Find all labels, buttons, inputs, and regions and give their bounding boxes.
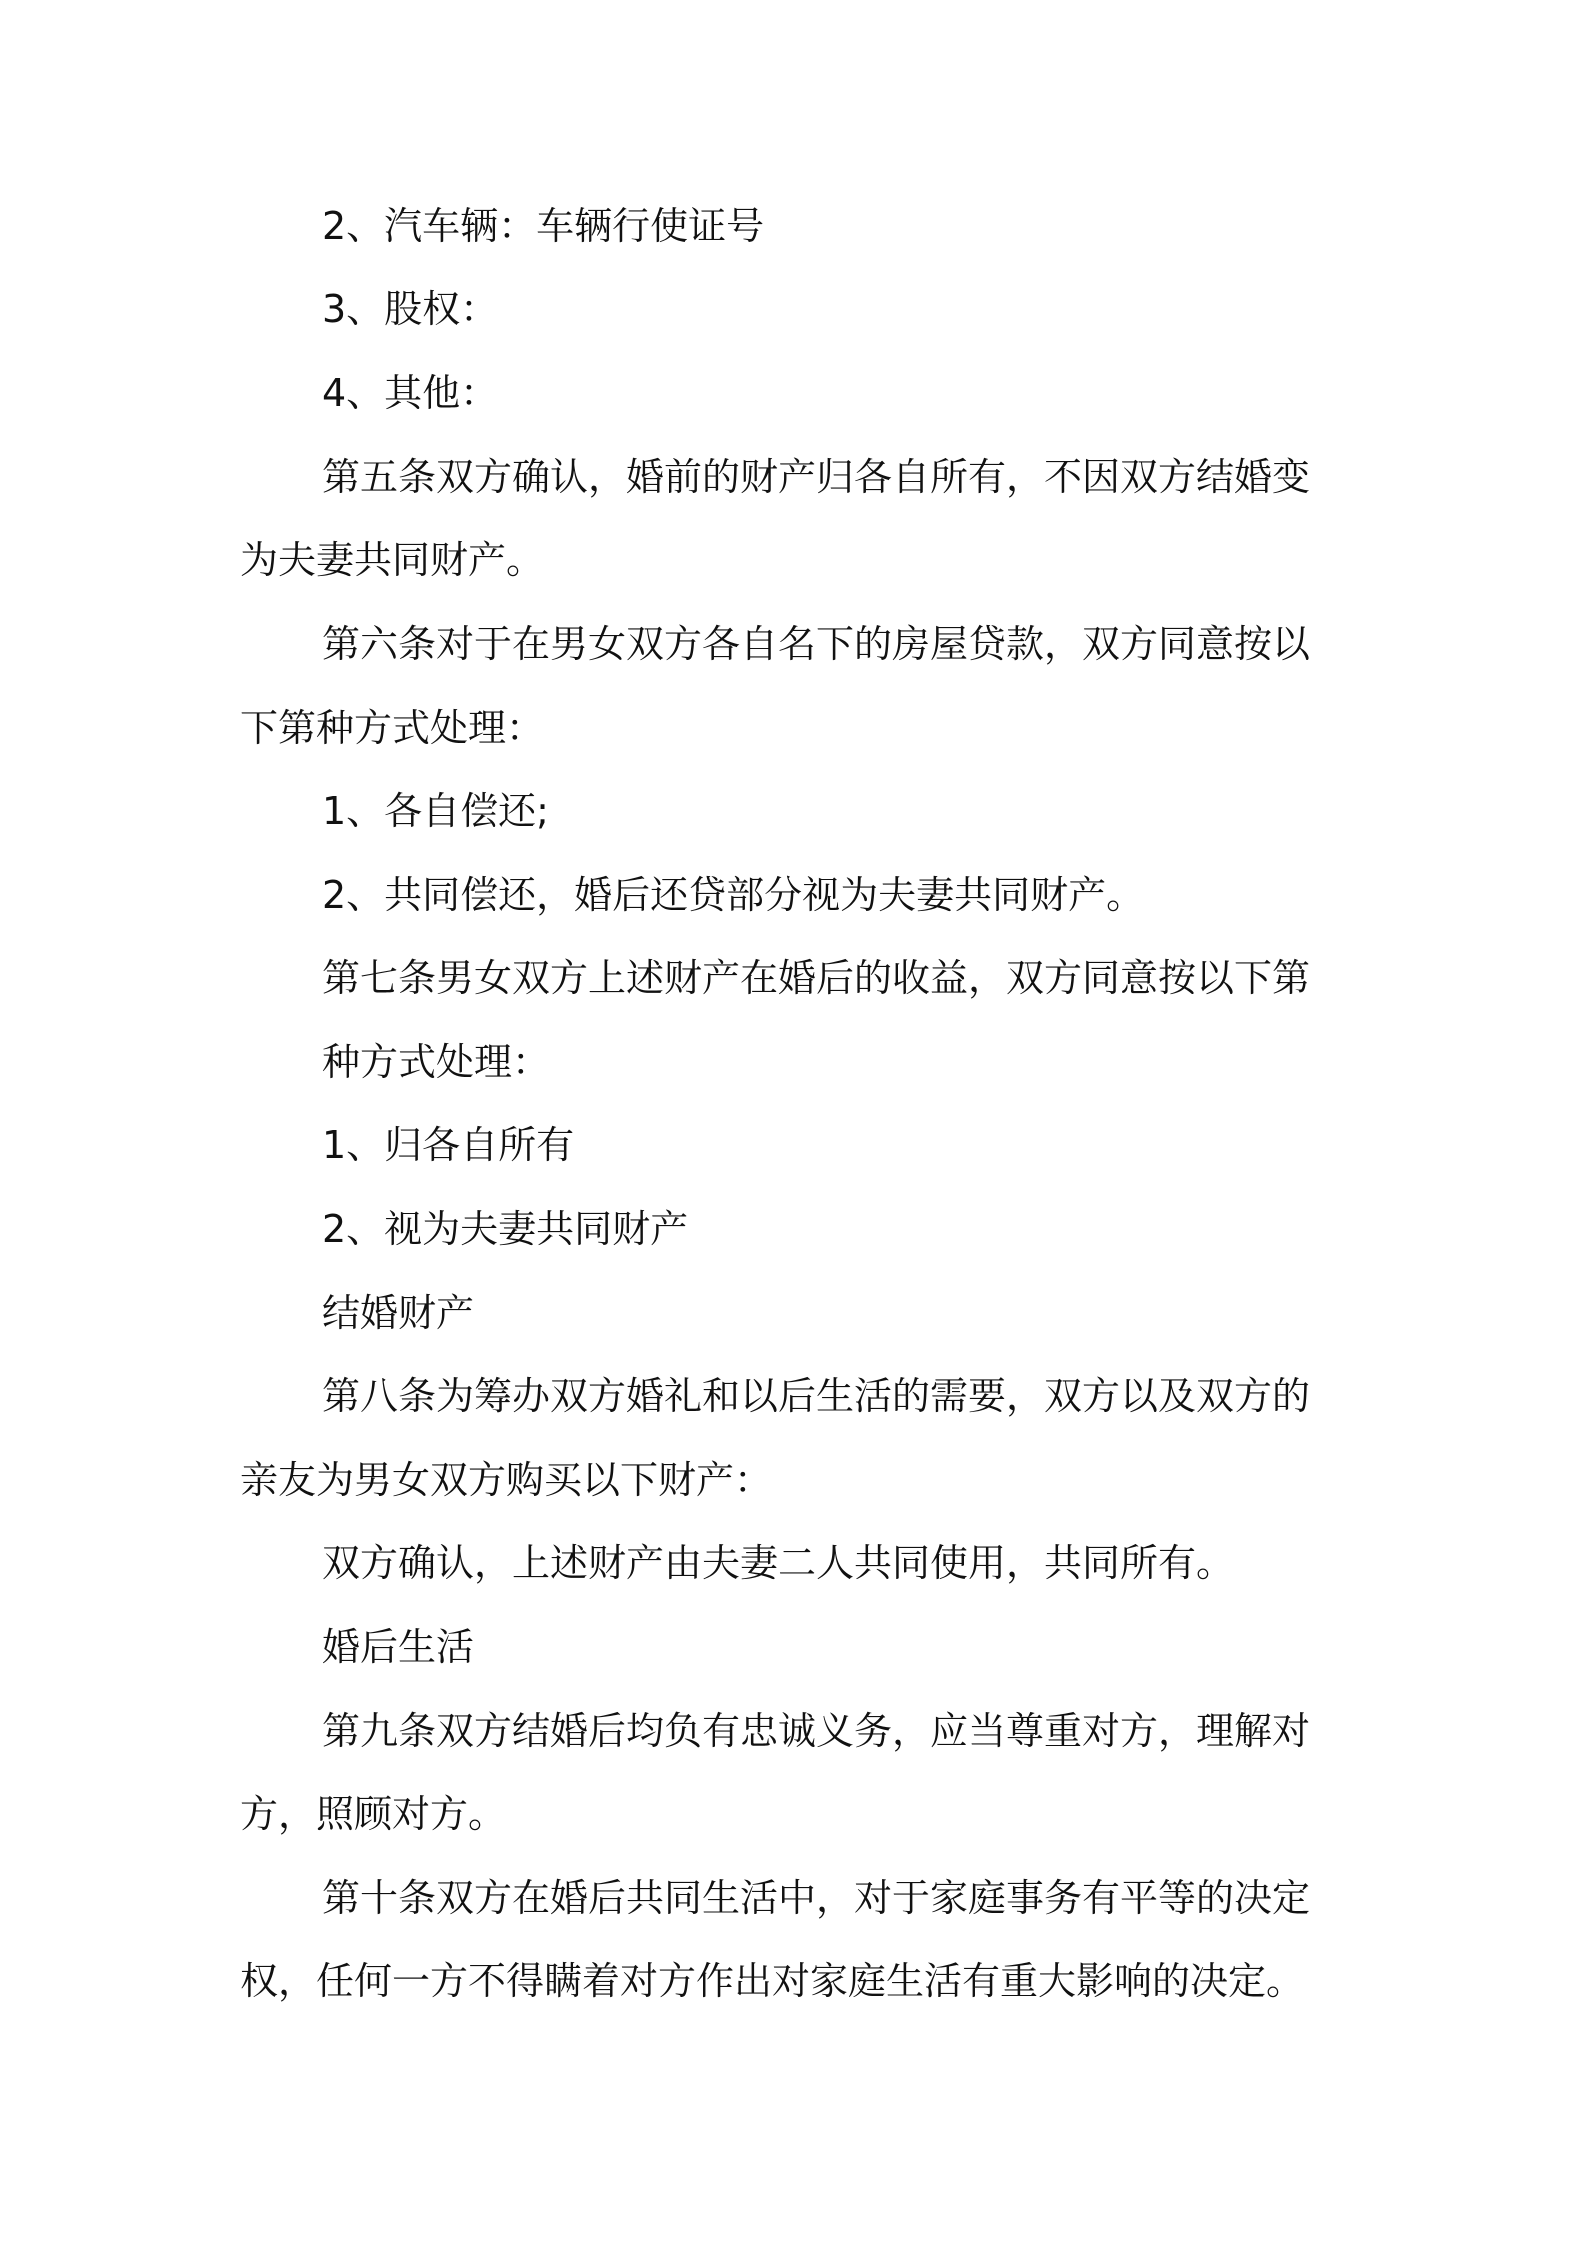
- article-10-line-1: 第十条双方在婚后共同生活中，对于家庭事务有平等的决定: [322, 1876, 1311, 1920]
- item-equity: 3、股权：: [322, 287, 499, 331]
- article-5-line-2: 为夫妻共同财产。: [240, 538, 545, 582]
- article-7-line-1: 第七条男女双方上述财产在婚后的收益，双方同意按以下第: [322, 956, 1311, 1000]
- article-5-line-1: 第五条双方确认，婚前的财产归各自所有，不因双方结婚变: [322, 455, 1311, 499]
- article-9-line-1: 第九条双方结婚后均负有忠诚义务，应当尊重对方，理解对: [322, 1709, 1311, 1753]
- article-9-line-2: 方，照顾对方。: [240, 1792, 507, 1836]
- article-7-line-2: 种方式处理：: [322, 1040, 551, 1084]
- article-7-option-1: 1、归各自所有: [322, 1123, 575, 1167]
- item-other: 4、其他：: [322, 371, 499, 415]
- article-6-line-2: 下第种方式处理：: [240, 706, 545, 750]
- section-heading-wedding-property: 结婚财产: [322, 1291, 475, 1335]
- article-8-line-2: 亲友为男女双方购买以下财产：: [240, 1458, 773, 1502]
- article-10-line-2: 权，任何一方不得瞒着对方作出对家庭生活有重大影响的决定。: [240, 1959, 1305, 2003]
- article-8-confirmation: 双方确认，上述财产由夫妻二人共同使用，共同所有。: [322, 1541, 1235, 1585]
- article-7-option-2: 2、视为夫妻共同财产: [322, 1207, 689, 1251]
- item-vehicle: 2、汽车辆：车辆行使证号: [322, 204, 765, 248]
- article-6-option-1: 1、各自偿还;: [322, 789, 549, 833]
- article-8-line-1: 第八条为筹办双方婚礼和以后生活的需要，双方以及双方的: [322, 1374, 1311, 1418]
- section-heading-married-life: 婚后生活: [322, 1625, 475, 1669]
- article-6-option-2: 2、共同偿还，婚后还贷部分视为夫妻共同财产。: [322, 873, 1145, 917]
- article-6-line-1: 第六条对于在男女双方各自名下的房屋贷款，双方同意按以: [322, 622, 1311, 666]
